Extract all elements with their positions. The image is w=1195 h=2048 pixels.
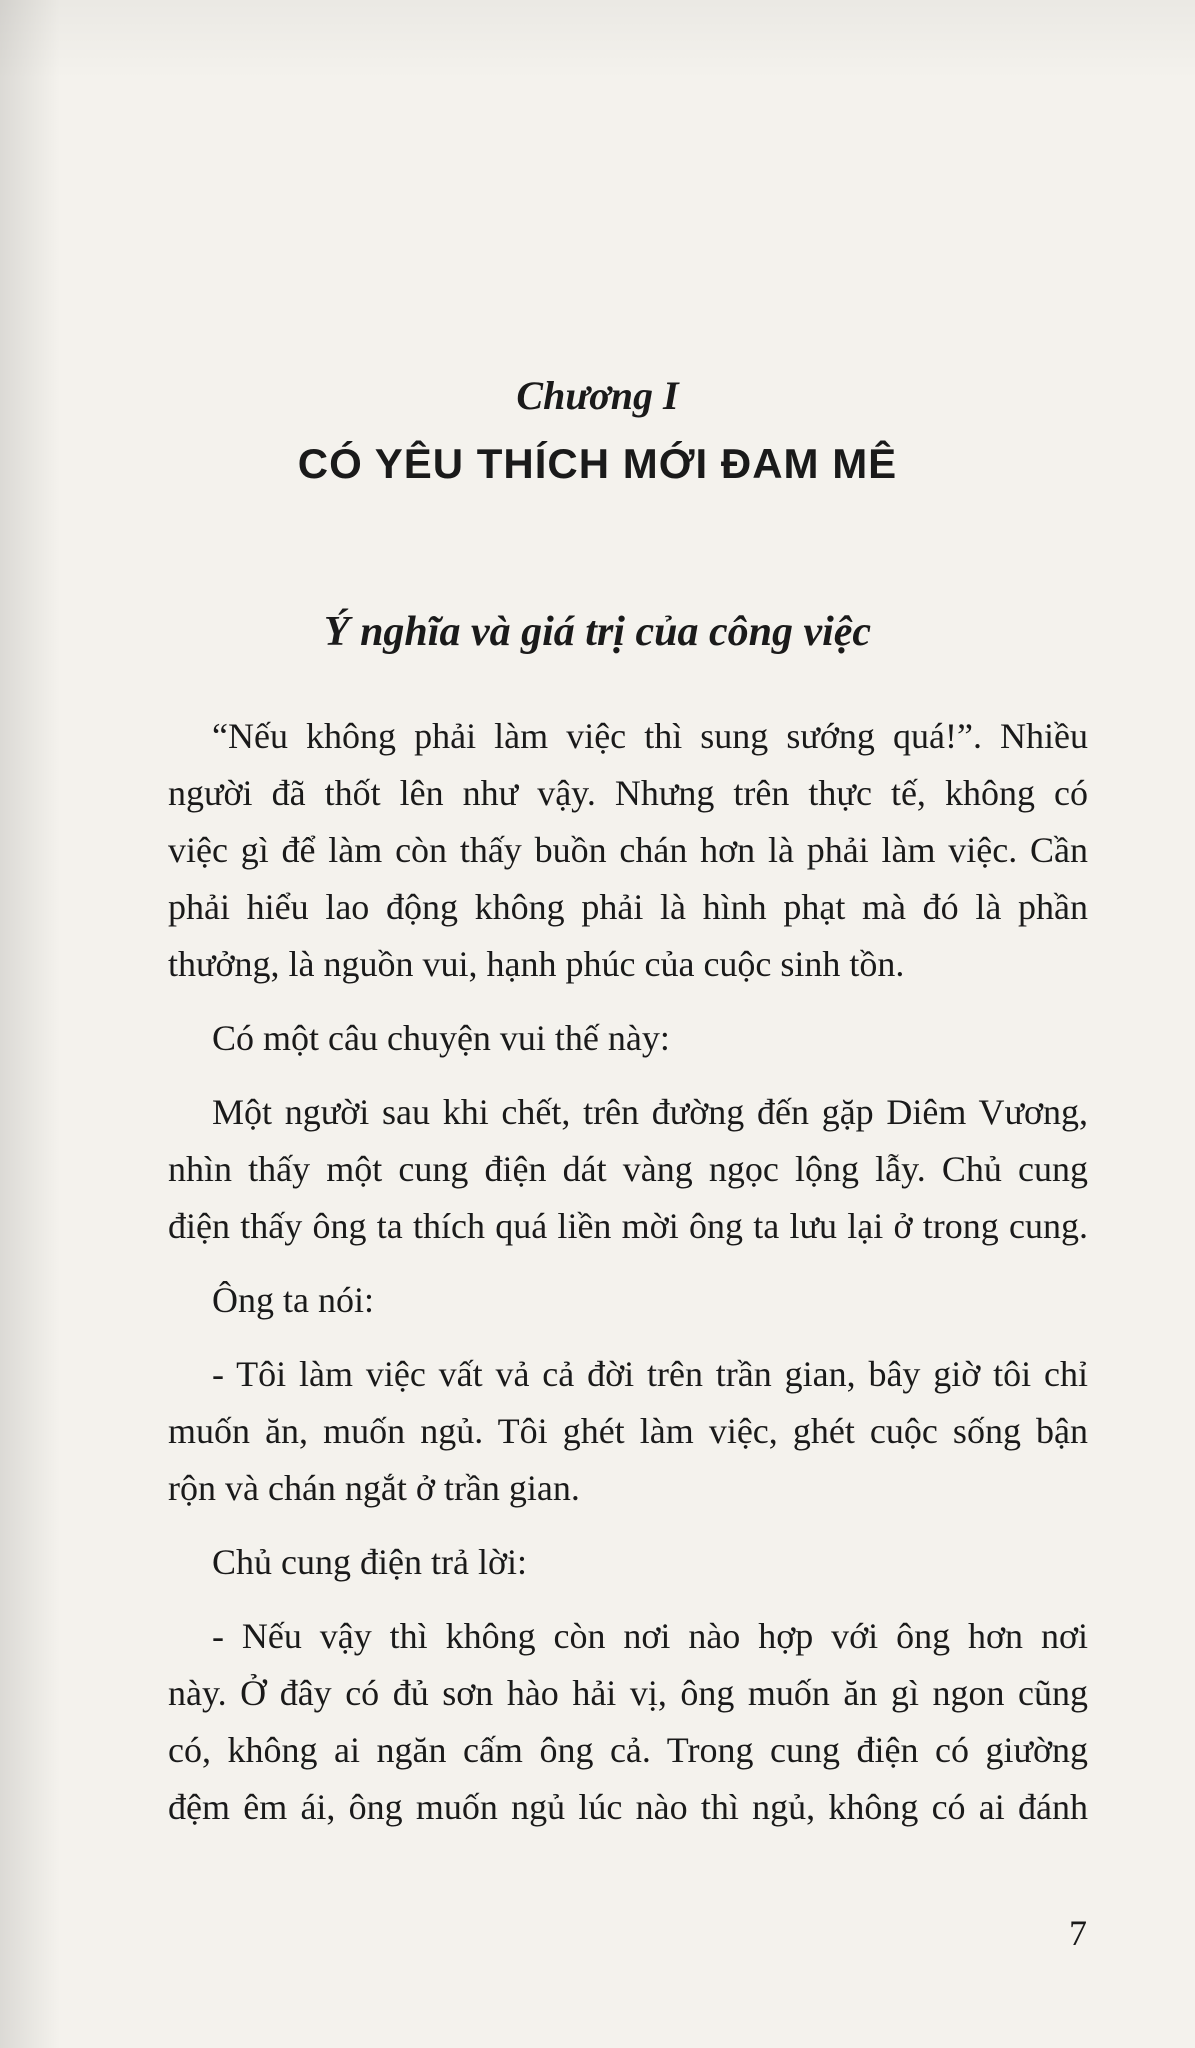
chapter-label: Chương I bbox=[516, 373, 679, 418]
text-line: thưởng, là nguồn vui, hạnh phúc của cuộc sinh tồn. bbox=[168, 944, 905, 984]
text-line: có, không ai ngăn cấm ông cả. Trong cung điện có giường bbox=[168, 1730, 1088, 1770]
paragraph-1 bbox=[168, 708, 1088, 993]
chapter-title: CÓ YÊU THÍCH MỚI ĐAM MÊ bbox=[297, 440, 898, 487]
text-line: - Tôi làm việc vất vả cả đời trên trần gian, bây giờ tôi chỉ bbox=[212, 1354, 1088, 1394]
paragraph-2 bbox=[168, 1010, 1088, 1067]
text-line: việc gì để làm còn thấy buồn chán hơn là phải làm việc. Cần bbox=[168, 830, 1088, 870]
text-line: phải hiểu lao động không phải là hình phạt mà đó là phần bbox=[168, 887, 1088, 927]
paragraph-5 bbox=[168, 1346, 1088, 1517]
text-line: Ông ta nói: bbox=[212, 1280, 374, 1320]
paragraph-7 bbox=[168, 1608, 1088, 1836]
text-line: rộn và chán ngắt ở trần gian. bbox=[168, 1468, 580, 1508]
section-title: Ý nghĩa và giá trị của công việc bbox=[323, 609, 872, 655]
text-line: “Nếu không phải làm việc thì sung sướng quá!”. Nhiều bbox=[212, 716, 1088, 756]
text-line: người đã thốt lên như vậy. Nhưng trên thực tế, không có bbox=[168, 773, 1088, 813]
text-line: muốn ăn, muốn ngủ. Tôi ghét làm việc, ghét cuộc sống bận bbox=[168, 1411, 1088, 1451]
text-line: điện thấy ông ta thích quá liền mời ông ta lưu lại ở trong cung. bbox=[168, 1206, 1088, 1246]
paragraph-3 bbox=[168, 1084, 1088, 1255]
text-line: đệm êm ái, ông muốn ngủ lúc nào thì ngủ, không có ai đánh bbox=[168, 1787, 1088, 1827]
text-line: - Nếu vậy thì không còn nơi nào hợp với ông hơn nơi bbox=[212, 1616, 1088, 1656]
page-number: 7 bbox=[1069, 1913, 1087, 1953]
paragraph-4 bbox=[168, 1272, 1088, 1329]
text-line: nhìn thấy một cung điện dát vàng ngọc lộng lẫy. Chủ cung bbox=[168, 1149, 1088, 1189]
text-line: Một người sau khi chết, trên đường đến gặp Diêm Vương, bbox=[212, 1092, 1088, 1132]
text-line: này. Ở đây có đủ sơn hào hải vị, ông muốn ăn gì ngon cũng bbox=[168, 1673, 1088, 1713]
text-line: Chủ cung điện trả lời: bbox=[212, 1542, 527, 1582]
paragraph-6 bbox=[168, 1534, 1088, 1591]
text-line: Có một câu chuyện vui thế này: bbox=[212, 1018, 670, 1058]
body-text bbox=[168, 708, 1088, 1853]
